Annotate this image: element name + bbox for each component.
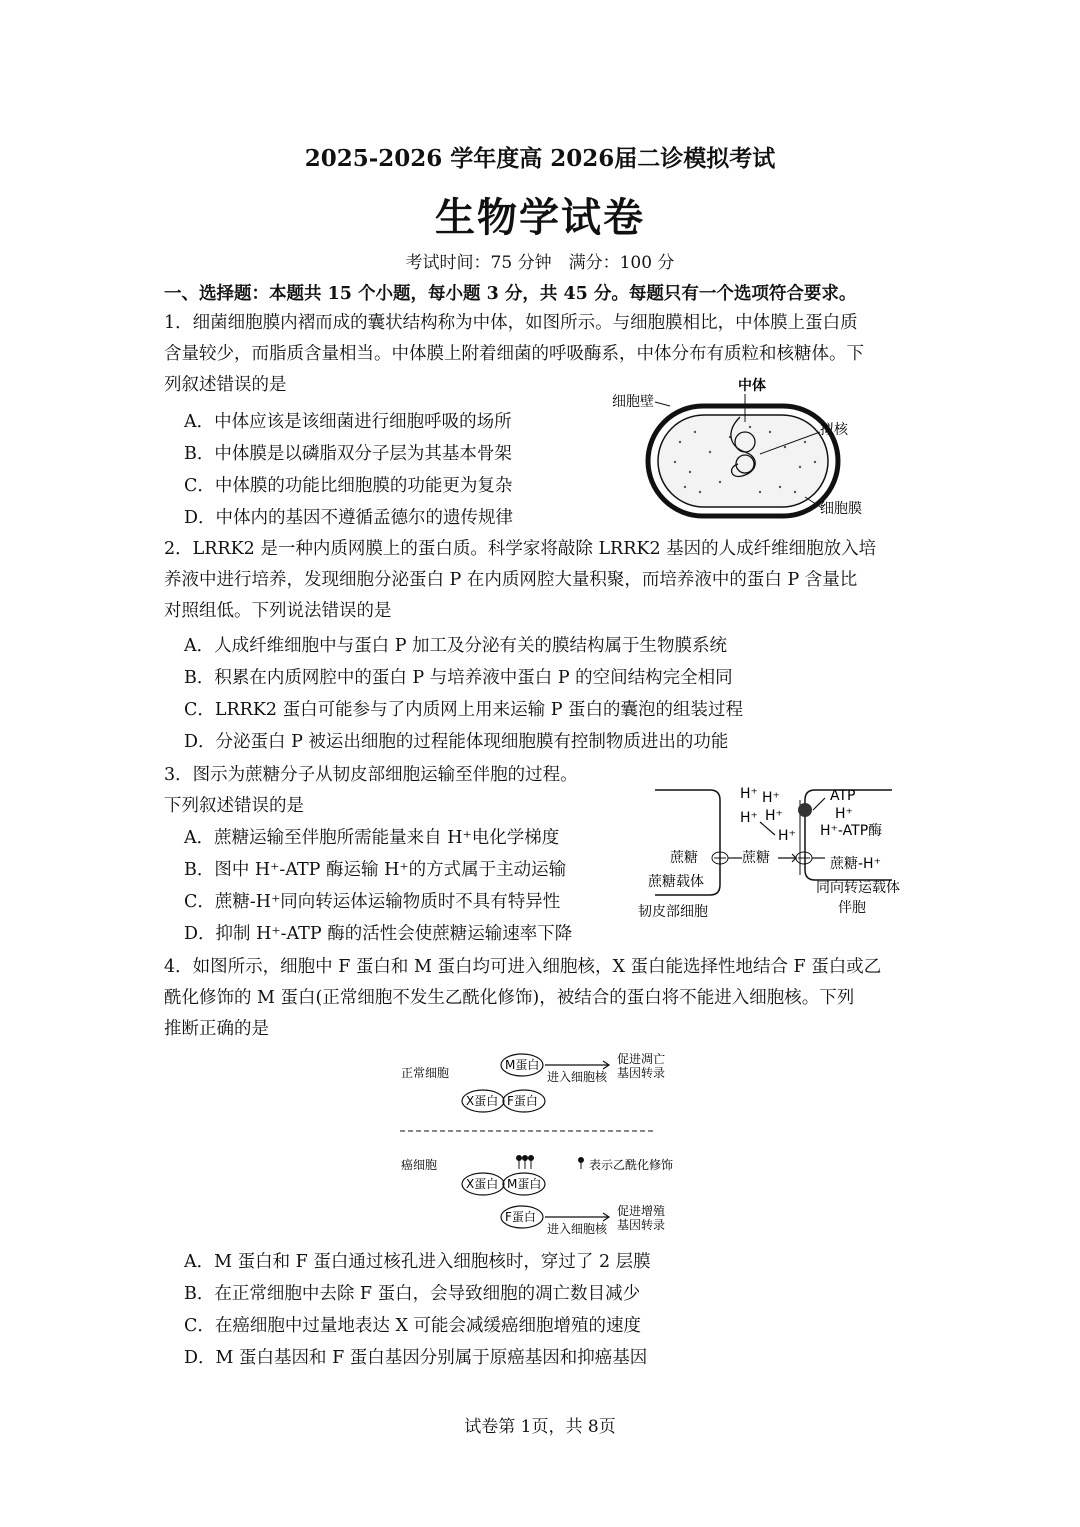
- label-hplus-2: H⁺: [762, 790, 780, 806]
- q1-option-c[interactable]: C．中体膜的功能比细胞膜的功能更为复杂: [184, 476, 513, 496]
- q4-line: 酰化修饰的 M 蛋白(正常细胞不发生乙酰化修饰)，被结合的蛋白将不能进入细胞核。下列: [164, 988, 855, 1008]
- question-3-stem: [164, 760, 578, 822]
- question-4-stem: [164, 952, 881, 1045]
- proliferation-label-1: 促进增殖: [617, 1204, 666, 1218]
- x-protein-label-cancer: X蛋白: [466, 1177, 499, 1191]
- q3-line: 3．图示为蔗糖分子从韧皮部细胞运输至伴胞的过程。: [164, 765, 578, 785]
- q2-option-d[interactable]: D．分泌蛋白 P 被运出细胞的过程能体现细胞膜有控制物质进出的功能: [184, 732, 729, 752]
- q3-line: 下列叙述错误的是: [164, 796, 304, 816]
- label-hplus-5: H⁺: [778, 828, 796, 844]
- acetyl-legend-label: 表示乙酰化修饰: [589, 1158, 674, 1172]
- q2-line: 对照组低。下列说法错误的是: [164, 601, 392, 621]
- subject-title: 生物学试卷: [435, 194, 645, 241]
- sucrose-transport-figure: [620, 780, 920, 930]
- m-protein-label-cancer: M蛋白: [507, 1177, 542, 1191]
- q4-option-d[interactable]: D．M 蛋白基因和 F 蛋白基因分别属于原癌基因和抑癌基因: [184, 1348, 648, 1368]
- exam-title: 2025-2026 学年度高 2026届二诊模拟考试: [304, 145, 776, 172]
- acetyl-mark-icons: [517, 1156, 584, 1170]
- label-atpase: H⁺-ATP酶: [820, 823, 883, 839]
- exam-meta: 考试时间：75 分钟 满分：100 分: [405, 253, 675, 273]
- apoptosis-label-1: 促进凋亡: [617, 1052, 666, 1066]
- label-sucrose-left: 蔗糖: [670, 850, 698, 866]
- page-footer: 试卷第 1页，共 8页: [464, 1417, 616, 1437]
- q2-option-b[interactable]: B．积累在内质网腔中的蛋白 P 与培养液中蛋白 P 的空间结构完全相同: [184, 668, 733, 688]
- label-sucrose-carrier: 蔗糖载体: [648, 874, 704, 890]
- cell-membrane-outline: [658, 415, 828, 507]
- q4-option-a[interactable]: A．M 蛋白和 F 蛋白通过核孔进入细胞核时，穿过了 2 层膜: [184, 1252, 651, 1272]
- label-companion-cell: 伴胞: [838, 900, 866, 916]
- label-cell-membrane: 细胞膜: [820, 501, 862, 517]
- q4-option-c[interactable]: C．在癌细胞中过量地表达 X 可能会减缓癌细胞增殖的速度: [184, 1316, 641, 1336]
- label-sucrose-mid: 蔗糖: [742, 850, 770, 866]
- label-hplus-1: H⁺: [740, 786, 758, 802]
- q3-option-b[interactable]: B．图中 H⁺-ATP 酶运输 H⁺的方式属于主动运输: [184, 860, 567, 880]
- label-phloem-cell: 韧皮部细胞: [638, 904, 708, 920]
- q2-line: 养液中进行培养，发现细胞分泌蛋白 P 在内质网腔大量积聚，而培养液中的蛋白 P 含量比: [164, 570, 858, 590]
- label-atp: ATP: [830, 788, 856, 804]
- q1-line: 1．细菌细胞膜内褶而成的囊状结构称为中体，如图所示。与细胞膜相比，中体膜上蛋白质: [164, 313, 858, 333]
- q3-option-d[interactable]: D．抑制 H⁺-ATP 酶的活性会使蔗糖运输速率下降: [184, 924, 573, 944]
- f-protein-label-cancer: F蛋白: [505, 1210, 536, 1224]
- q2-option-a[interactable]: A．人成纤维细胞中与蛋白 P 加工及分泌有关的膜结构属于生物膜系统: [184, 636, 728, 656]
- label-normal-cell: 正常细胞: [401, 1066, 450, 1080]
- q1-option-a[interactable]: A．中体应该是该细菌进行细胞呼吸的场所: [184, 412, 512, 432]
- q3-option-c[interactable]: C．蔗糖-H⁺同向转运体运输物质时不具有特异性: [184, 892, 561, 912]
- q1-option-d[interactable]: D．中体内的基因不遵循孟德尔的遗传规律: [184, 508, 514, 528]
- x-protein-label-normal: X蛋白: [466, 1094, 499, 1108]
- label-mesosome: 中体: [738, 378, 766, 394]
- label-sucrose-h: 蔗糖-H⁺: [830, 856, 881, 872]
- label-hplus-6: H⁺: [835, 806, 853, 822]
- q1-line: 含量较少，而脂质含量相当。中体膜上附着细菌的呼吸酶系，中体分布有质粒和核糖体。下: [164, 344, 864, 364]
- apoptosis-label-2: 基因转录: [617, 1066, 666, 1080]
- label-cell-wall: 细胞壁: [612, 394, 654, 410]
- section-heading: 一、选择题：本题共 15 个小题，每小题 3 分，共 45 分。每题只有一个选项符合要求。: [164, 284, 857, 304]
- symporter-icon: [796, 852, 812, 864]
- enter-nucleus-label-cancer: 进入细胞核: [547, 1222, 608, 1236]
- m-protein-label-normal: M蛋白: [505, 1058, 540, 1072]
- q1-option-b[interactable]: B．中体膜是以磷脂双分子层为其基本骨架: [184, 444, 512, 464]
- q1-line: 列叙述错误的是: [164, 375, 287, 395]
- label-nucleoid: 拟核: [820, 422, 848, 438]
- q4-line: 推断正确的是: [164, 1019, 269, 1039]
- q4-option-b[interactable]: B．在正常细胞中去除 F 蛋白，会导致细胞的凋亡数目减少: [184, 1284, 641, 1304]
- label-symporter: 同向转运载体: [816, 880, 900, 896]
- label-hplus-3: H⁺: [740, 810, 758, 826]
- label-hplus-4: H⁺: [765, 808, 783, 824]
- q2-option-c[interactable]: C．LRRK2 蛋白可能参与了内质网上用来运输 P 蛋白的囊泡的组装过程: [184, 700, 744, 720]
- bacterium-figure: [600, 372, 900, 532]
- atpase-icon: [798, 803, 812, 817]
- q4-line: 4．如图所示，细胞中 F 蛋白和 M 蛋白均可进入细胞核，X 蛋白能选择性地结合 F 蛋白或乙: [164, 957, 882, 977]
- protein-pathway-figure: [395, 1045, 695, 1235]
- label-cancer-cell: 癌细胞: [401, 1158, 438, 1172]
- proliferation-label-2: 基因转录: [617, 1218, 666, 1232]
- q2-line: 2．LRRK2 是一种内质网膜上的蛋白质。科学家将敲除 LRRK2 基因的人成纤维细胞放入培: [164, 539, 877, 559]
- f-protein-label-normal: F蛋白: [507, 1094, 538, 1108]
- q3-option-a[interactable]: A．蔗糖运输至伴胞所需能量来自 H⁺电化学梯度: [184, 828, 560, 848]
- enter-nucleus-label-normal: 进入细胞核: [547, 1070, 608, 1084]
- question-2-stem: [164, 534, 876, 627]
